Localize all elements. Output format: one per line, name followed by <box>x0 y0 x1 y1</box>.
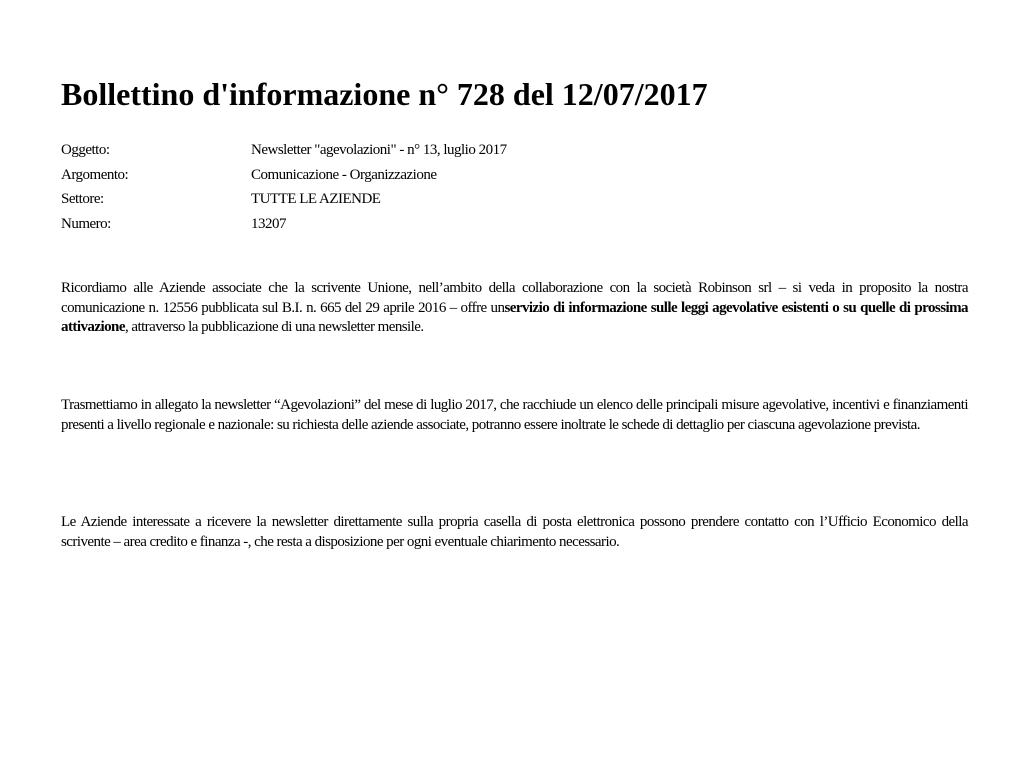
paragraph-intro <box>61 279 968 338</box>
paragraph-attachment: Trasmettiamo in allegato la newsletter “Agevolazioni” del mese di luglio 2017, che racchiude un elenco delle principali misure agevolative, incentivi e finanziamenti presenti a livello regionale e nazionale: su richiesta delle aziende associate, potranno essere inoltrate le schede di dettaglio per ciascuna agevolazione prevista. <box>61 397 968 433</box>
meta-label-argomento: Argomento: <box>61 166 129 183</box>
meta-row-settore <box>61 187 507 212</box>
meta-label-settore: Settore: <box>61 191 104 207</box>
meta-row-oggetto <box>61 138 507 163</box>
meta-value-settore: TUTTE LE AZIENDE <box>251 191 381 207</box>
paragraph-intro-text-end: , attraverso la pubblicazione di una newsletter mensile. <box>124 319 424 335</box>
meta-label-numero: Numero: <box>61 215 111 232</box>
paragraph-contact: Le Aziende interessate a ricevere la newsletter direttamente sulla propria casella di posta elettronica possono prendere contatto con l’Ufficio Economico della scrivente – area credito e finanza -, che resta a disposizione per ogni eventuale chiarimento necessario. <box>61 514 968 550</box>
meta-row-numero <box>61 212 507 237</box>
paragraph-intro-bold-text: servizio di informazione sulle leggi agevolative esistenti o su quelle di prossima attivazione <box>61 299 968 335</box>
meta-row-argomento <box>61 163 507 188</box>
metadata-table <box>61 138 507 236</box>
meta-value-oggetto: Newsletter "agevolazioni" - n° 13, luglio 2017 <box>251 142 507 158</box>
meta-value-argomento: Comunicazione - Organizzazione <box>251 166 437 183</box>
meta-label-oggetto: Oggetto: <box>61 142 110 158</box>
page-title: Bollettino d'informazione n° 728 del 12/07/2017 <box>61 76 708 112</box>
paragraph-intro-text-start: Ricordiamo alle Aziende associate che la scrivente Unione, nell’ambito della collaborazione con la società Robinson srl – si veda in proposito la nostra comunicazione n. 12556 pubblicata sul B.I. n. 665 del 29 aprile 2016 – offre un <box>61 280 968 316</box>
meta-value-numero: 13207 <box>251 215 286 232</box>
